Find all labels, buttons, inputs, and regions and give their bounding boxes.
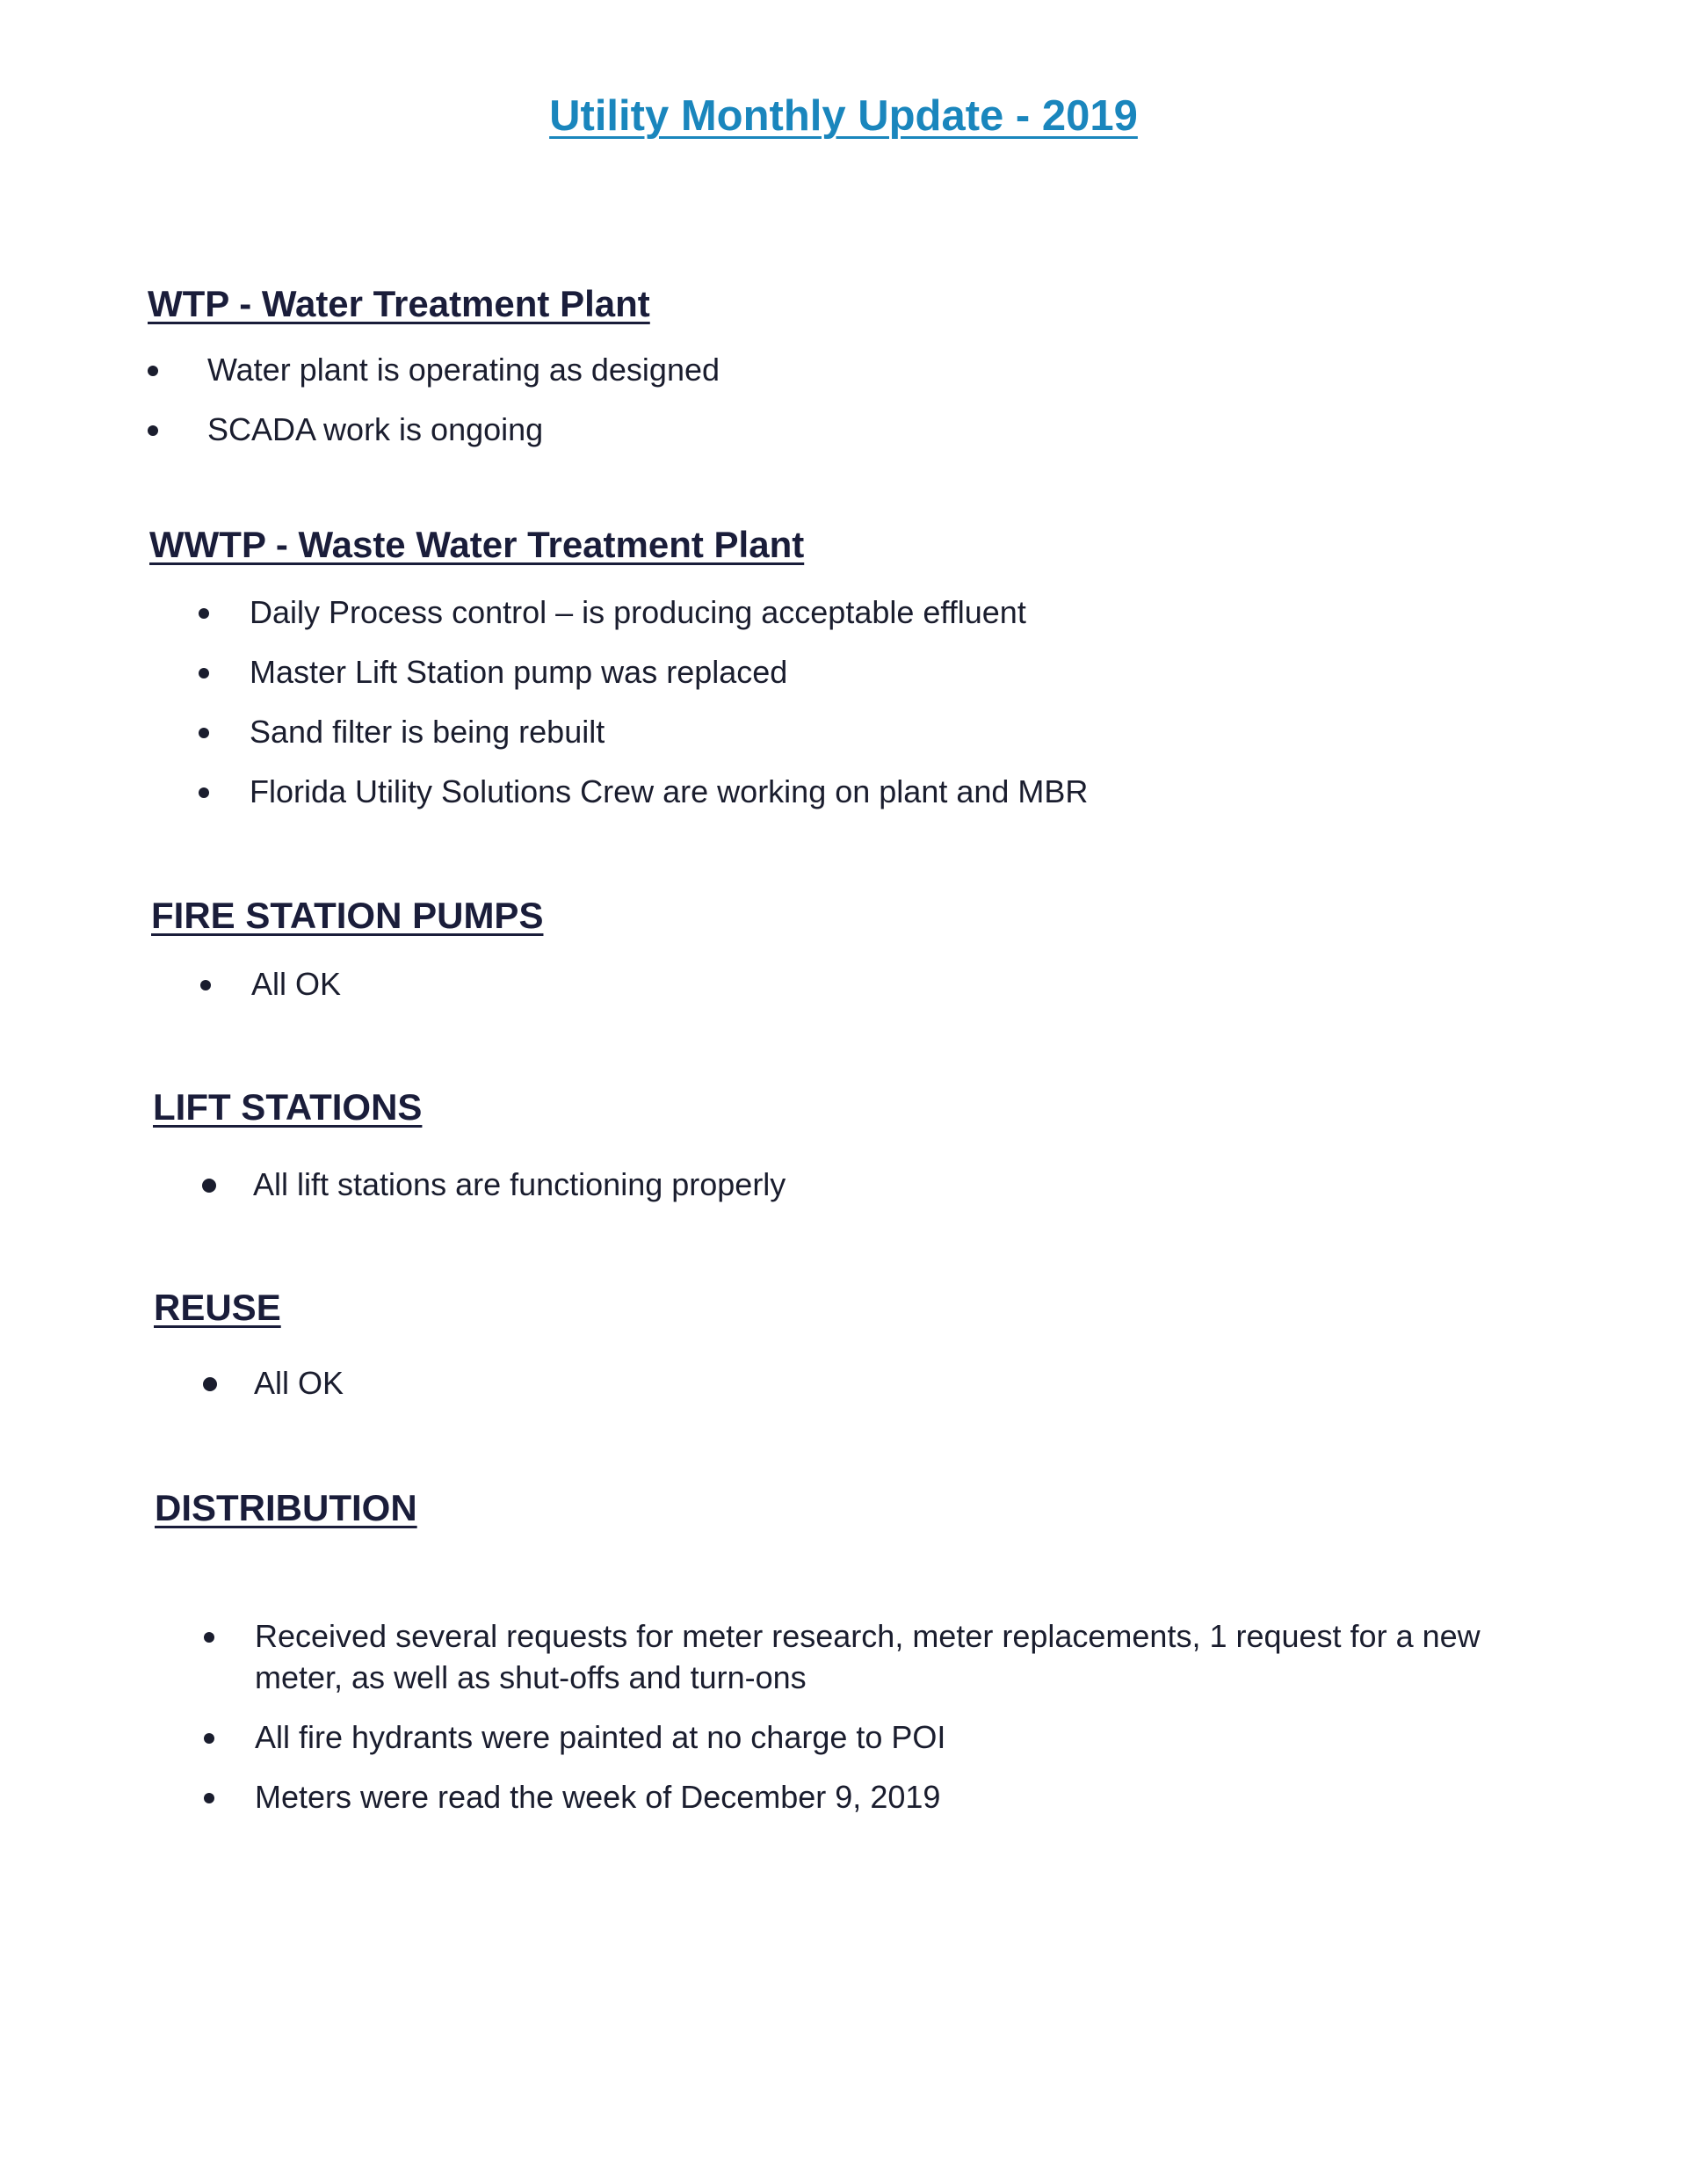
section-heading-fire: FIRE STATION PUMPS (151, 895, 544, 936)
list-item-text: Florida Utility Solutions Crew are working on plant and MBR (250, 773, 1089, 809)
list-item (203, 1362, 1560, 1404)
bullet-list-fire (200, 963, 1557, 1005)
list-item-text: Meters were read the week of December 9, 2019 (255, 1779, 941, 1815)
section-lift-stations (153, 1086, 1559, 1205)
bullet-icon (199, 787, 209, 798)
section-wwtp (149, 524, 1555, 831)
list-item-text: Sand filter is being rebuilt (250, 714, 605, 750)
list-item-text: All OK (254, 1365, 344, 1401)
bullet-list-reuse (203, 1362, 1560, 1404)
list-item-text: Daily Process control – is producing acceptable effluent (250, 594, 1026, 630)
section-reuse (154, 1287, 1560, 1404)
list-item (199, 591, 1555, 633)
bullet-icon (203, 1377, 217, 1391)
list-item (199, 711, 1555, 752)
section-heading-distribution: DISTRIBUTION (155, 1487, 417, 1528)
bullet-icon (204, 1632, 214, 1643)
list-item (200, 963, 1557, 1005)
list-item (199, 771, 1555, 812)
bullet-icon (199, 608, 209, 619)
section-heading-lift: LIFT STATIONS (153, 1086, 423, 1128)
section-heading-reuse: REUSE (154, 1287, 281, 1328)
bullet-icon (204, 1793, 214, 1803)
section-wtp (148, 283, 1553, 468)
bullet-list-wtp (148, 349, 1553, 450)
list-item (148, 349, 1553, 390)
list-item (199, 651, 1555, 693)
list-item (204, 1716, 1539, 1758)
section-heading-wtp: WTP - Water Treatment Plant (148, 283, 650, 324)
list-item (148, 409, 1553, 450)
list-item-text: Received several requests for meter research, meter replacements, 1 request for a new meter, as well as shut-offs and turn-ons (255, 1618, 1481, 1695)
bullet-icon (202, 1179, 216, 1193)
list-item-text: All OK (251, 966, 342, 1002)
bullet-list-lift (202, 1164, 1559, 1205)
bullet-icon (199, 728, 209, 738)
list-item (202, 1164, 1559, 1205)
bullet-icon (148, 366, 158, 376)
bullet-icon (199, 668, 209, 678)
section-fire-station-pumps (151, 895, 1557, 1005)
bullet-icon (204, 1733, 214, 1744)
page-title: Utility Monthly Update - 2019 (549, 92, 1138, 140)
list-item-text: All lift stations are functioning properly (253, 1166, 786, 1202)
list-item-text: SCADA work is ongoing (207, 411, 544, 447)
bullet-icon (200, 980, 211, 990)
list-item-text: Master Lift Station pump was replaced (250, 654, 788, 690)
list-item (204, 1776, 1539, 1818)
list-item (204, 1615, 1539, 1698)
bullet-list-distribution (204, 1615, 1539, 1818)
list-item-text: All fire hydrants were painted at no charge to POI (255, 1719, 946, 1755)
bullet-icon (148, 425, 158, 436)
section-distribution (155, 1487, 1560, 1836)
section-heading-wwtp: WWTP - Waste Water Treatment Plant (149, 524, 805, 565)
bullet-list-wwtp (199, 591, 1555, 812)
list-item-text: Water plant is operating as designed (207, 352, 720, 388)
